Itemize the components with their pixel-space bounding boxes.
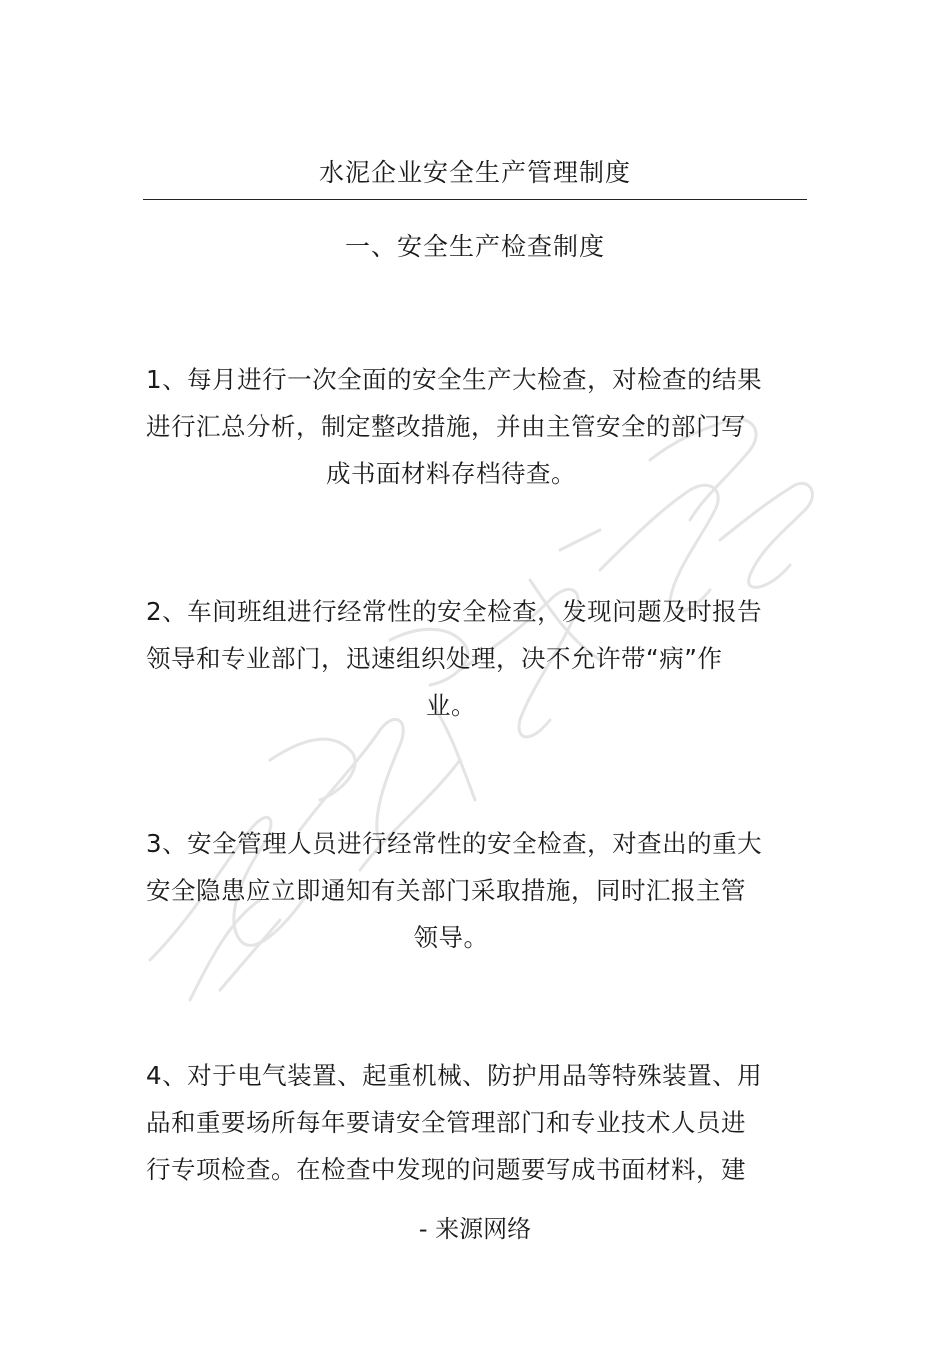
paragraph-line: 业。: [426, 691, 476, 720]
page-footer: - 来源网络: [418, 1215, 532, 1243]
paragraph-line: 行专项检查。在检查中发现的问题要写成书面材料，建: [146, 1155, 746, 1184]
paragraph-line: 3、安全管理人员进行经常性的安全检查，对查出的重大: [146, 829, 763, 858]
paragraph-line: 领导。: [413, 923, 489, 952]
paragraph-1: [146, 356, 763, 497]
paragraph-2: [146, 588, 763, 729]
page-title: 水泥企业安全生产管理制度: [318, 158, 631, 187]
paragraph-line: 品和重要场所每年要请安全管理部门和专业技术人员进: [146, 1108, 746, 1137]
paragraph-line: 2、车间班组进行经常性的安全检查，发现问题及时报告: [146, 597, 763, 626]
header-divider: [143, 199, 807, 200]
paragraph-line: 进行汇总分析，制定整改措施，并由主管安全的部门写: [146, 412, 746, 441]
paragraph-line: 1、每月进行一次全面的安全生产大检查，对检查的结果: [146, 365, 763, 394]
section-heading: 一、安全生产检查制度: [344, 232, 605, 261]
paragraph-line: 安全隐患应立即通知有关部门采取措施，同时汇报主管: [146, 876, 746, 905]
paragraph-line: 成书面材料存档待查。: [326, 459, 576, 488]
paragraph-line: 4、对于电气装置、起重机械、防护用品等特殊装置、用: [146, 1061, 763, 1090]
paragraph-3: [146, 820, 763, 961]
paragraph-4: [146, 1052, 763, 1193]
paragraph-line: 领导和专业部门，迅速组织处理，决不允许带“病”作: [146, 644, 723, 673]
